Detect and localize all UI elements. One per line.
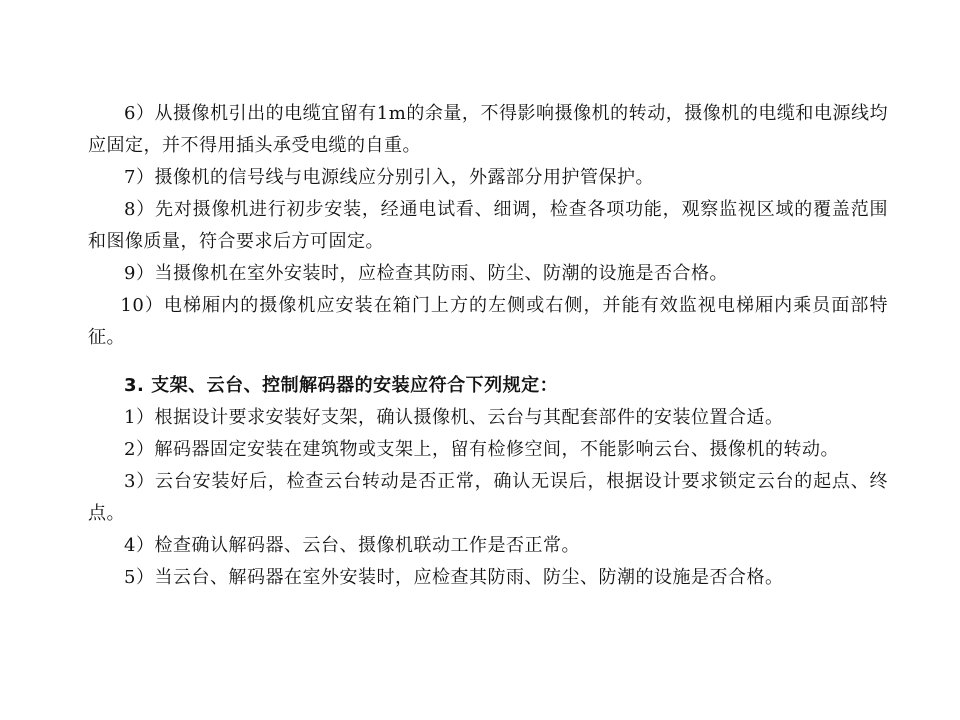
camera-install-list <box>88 98 888 354</box>
list-item: 5）当云台、解码器在室外安装时，应检查其防雨、防尘、防潮的设施是否合格。 <box>124 567 784 588</box>
section-heading: 3. 支架、云台、控制解码器的安装应符合下列规定： <box>124 375 559 396</box>
list-item: 10）电梯厢内的摄像机应安装在箱门上方的左侧或右侧，并能有效监视电梯厢内乘员面部特征。 <box>88 295 888 348</box>
list-item: 2）解码器固定安装在建筑物或支架上，留有检修空间，不能影响云台、摄像机的转动。 <box>124 439 839 460</box>
list-item: 3）云台安装好后，检查云台转动是否正常，确认无误后，根据设计要求锁定云台的起点、终点。 <box>88 471 888 524</box>
bracket-install-section <box>88 370 888 594</box>
list-item: 9）当摄像机在室外安装时，应检查其防雨、防尘、防潮的设施是否合格。 <box>124 263 728 284</box>
list-item: 7）摄像机的信号线与电源线应分别引入，外露部分用护管保护。 <box>124 167 654 188</box>
list-item: 6）从摄像机引出的电缆宜留有1m的余量，不得影响摄像机的转动，摄像机的电缆和电源线均应固定，并不得用插头承受电缆的自重。 <box>88 103 888 156</box>
list-item: 1）根据设计要求安装好支架，确认摄像机、云台与其配套部件的安装位置合适。 <box>124 407 784 428</box>
list-item: 8）先对摄像机进行初步安装，经通电试看、细调，检查各项功能，观察监视区域的覆盖范围和图像质量，符合要求后方可固定。 <box>88 199 888 252</box>
list-item: 4）检查确认解码器、云台、摄像机联动工作是否正常。 <box>124 535 580 556</box>
